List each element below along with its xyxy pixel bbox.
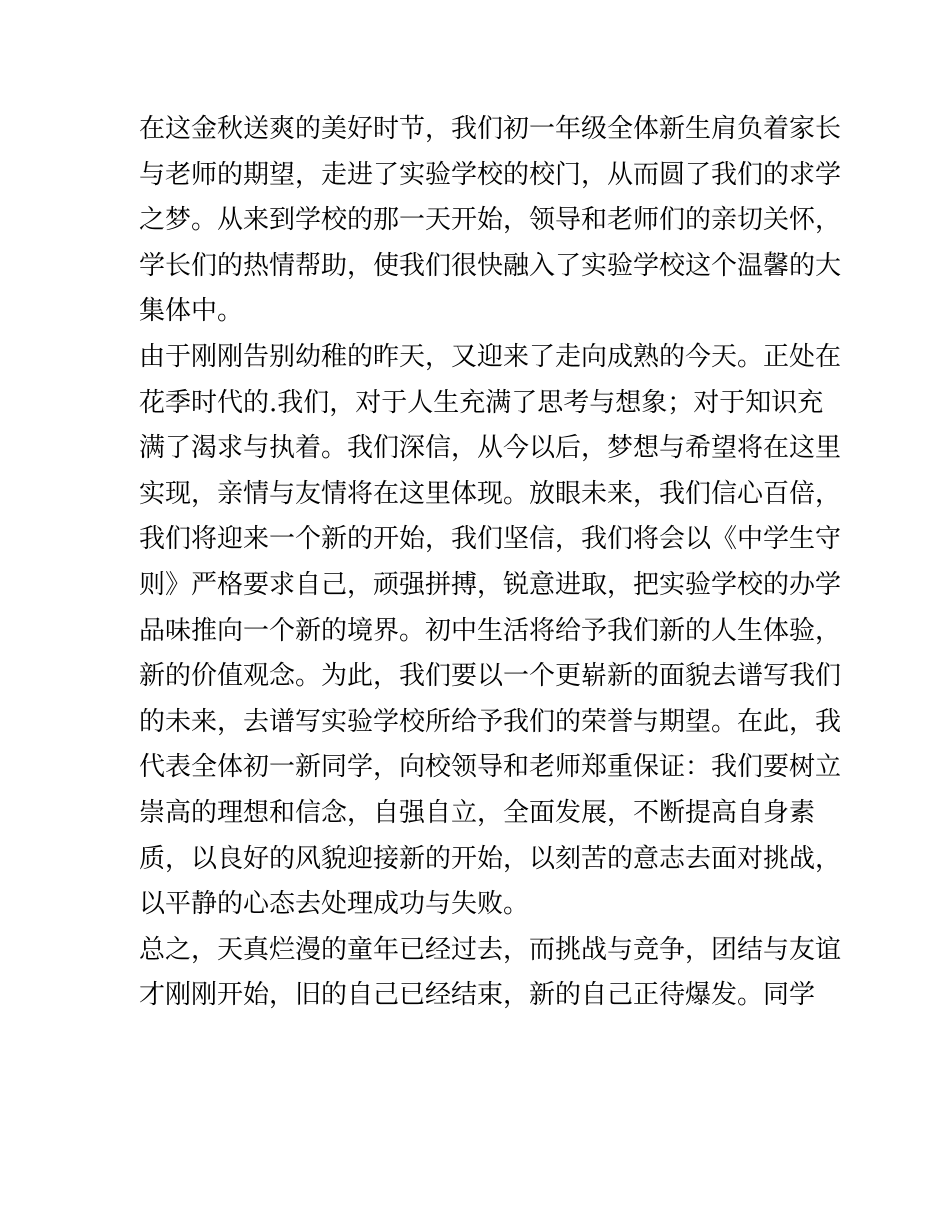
text-line: 才刚刚开始，旧的自己已经结束，新的自己正待爆发。同学 xyxy=(139,980,816,1011)
text-line: 则》严格要求自己，顽强拼搏，锐意进取，把实验学校的办学 xyxy=(139,569,842,600)
text-line: 质，以良好的风貌迎接新的开始，以刻苦的意志去面对挑战， xyxy=(139,843,842,874)
text-line: 由于刚刚告别幼稚的昨天，又迎来了走向成熟的今天。正处在 xyxy=(139,341,842,372)
text-line: 学长们的热情帮助，使我们很快融入了实验学校这个温馨的大 xyxy=(139,250,842,281)
text-line: 花季时代的.我们，对于人生充满了思考与想象；对于知识充 xyxy=(139,387,824,418)
text-line: 与老师的期望，走进了实验学校的校门，从而圆了我们的求学 xyxy=(139,159,842,190)
text-line: 我们将迎来一个新的开始，我们坚信，我们将会以《中学生守 xyxy=(139,524,842,555)
text-line: 崇高的理想和信念，自强自立，全面发展，不断提高自身素 xyxy=(139,797,816,828)
text-line: 以平静的心态去处理成功与失败。 xyxy=(139,889,530,920)
text-line: 实现，亲情与友情将在这里体现。放眼未来，我们信心百倍， xyxy=(139,478,842,509)
text-line: 集体中。 xyxy=(139,296,244,327)
text-line: 品味推向一个新的境界。初中生活将给予我们新的人生体验， xyxy=(139,615,842,646)
text-line: 之梦。从来到学校的那一天开始，领导和老师们的亲切关怀， xyxy=(139,205,842,236)
text-line: 在这金秋送爽的美好时节，我们初一年级全体新生肩负着家长 xyxy=(139,114,842,144)
document-body xyxy=(139,107,842,1019)
text-line: 新的价值观念。为此，我们要以一个更崭新的面貌去谱写我们 xyxy=(139,661,842,692)
text-line: 的未来，去谱写实验学校所给予我们的荣誉与期望。在此，我 xyxy=(139,706,842,737)
text-line: 满了渴求与执着。我们深信，从今以后，梦想与希望将在这里 xyxy=(139,433,842,464)
text-line: 总之，天真烂漫的童年已经过去，而挑战与竞争，团结与友谊 xyxy=(139,934,842,965)
text-line: 代表全体初一新同学，向校领导和老师郑重保证：我们要树立 xyxy=(139,752,842,783)
